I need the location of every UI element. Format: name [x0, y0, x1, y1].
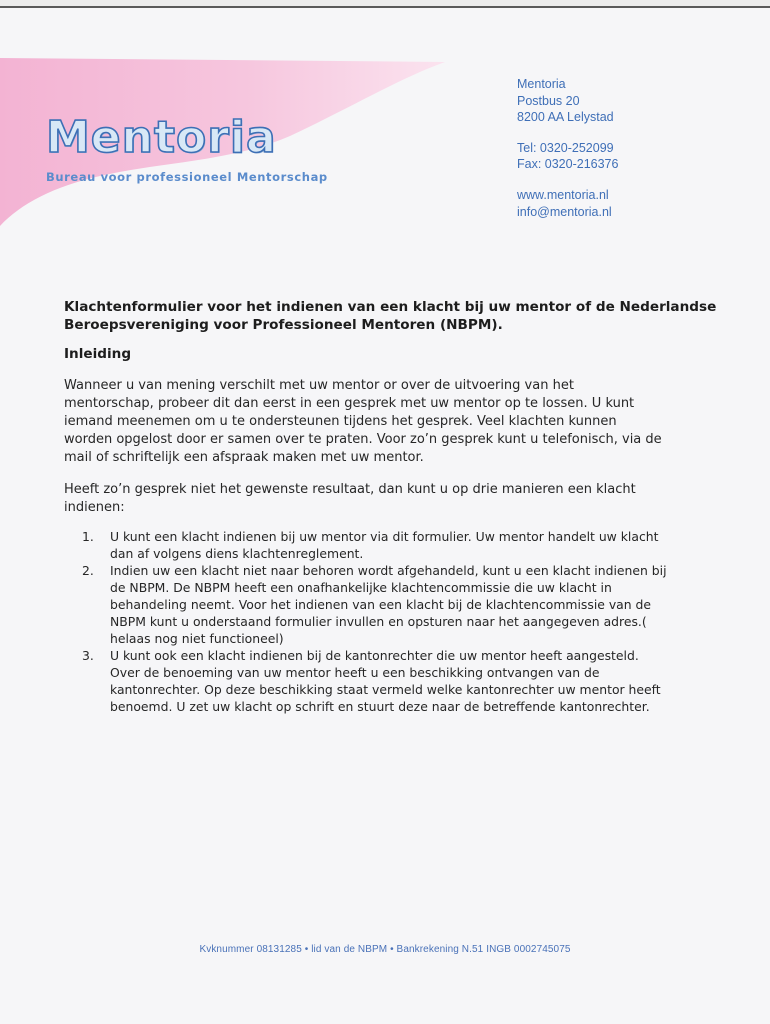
address-block [517, 76, 618, 220]
address-city: 8200 AA Lelystad [517, 110, 614, 125]
list-item [82, 647, 672, 715]
list-item [82, 528, 672, 562]
address-fax: Fax: 0320-216376 [517, 157, 619, 172]
document-title: Klachtenformulier voor het indienen van een klacht bij uw mentor of de Nederlandse Beroepsvereniging voor Professioneel Mentoren (NBPM). [64, 299, 717, 333]
options-paragraph: Heeft zo’n gesprek niet het gewenste resultaat, dan kunt u op drie manieren een klacht indienen: [64, 482, 636, 515]
address-tel: Tel: 0320-252099 [517, 140, 614, 155]
list-item-text: U kunt een klacht indienen bij uw mentor via dit formulier. Uw mentor handelt uw klacht dan af volgens diens klachtenreglement. [110, 529, 659, 561]
address-website: www.mentoria.nl [517, 187, 609, 202]
list-item-number: 3. [82, 648, 94, 663]
complaint-options-list [82, 528, 672, 715]
section-heading: Inleiding [64, 346, 132, 362]
address-name: Mentoria [517, 77, 566, 91]
page-footer: Kvknummer 08131285 • lid van de NBPM • Bankrekening N.51 INGB 0002745075 [199, 944, 571, 955]
list-item-text: Indien uw een klacht niet naar behoren wordt afgehandeld, kunt u een klacht indienen bij de NBPM. De NBPM heeft een onafhankelijke klachtencommissie die uw klacht in behandeling neemt. Voor het indienen van een klacht bij de klachtencommissie van de NBPM kunt u onderstaand formulier invullen en opsturen naar het aangegeven adres.( helaas nog niet functioneel) [110, 563, 667, 646]
logo-tagline: Bureau voor professioneel Mentorschap [46, 170, 328, 184]
address-street: Postbus 20 [517, 93, 580, 108]
logo-wordmark: Mentoria [46, 112, 277, 163]
address-email: info@mentoria.nl [517, 204, 612, 219]
intro-paragraph: Wanneer u van mening verschilt met uw mentor or over de uitvoering van het mentorschap, probeer dit dan eerst in een gesprek met uw mentor op te lossen. U kunt iemand meenemen om u te ondersteunen tijdens het gesprek. Veel klachten kunnen worden opgelost door er samen over te praten. Voor zo’n gesprek kunt u telefonisch, via de mail of schriftelijk een afspraak maken met uw mentor. [64, 378, 662, 465]
list-item-number: 2. [82, 563, 94, 578]
list-item-text: U kunt ook een klacht indienen bij de kantonrechter die uw mentor heeft aangesteld. Over de benoeming van uw mentor heeft u een beschikking ontvangen van de kantonrechter. Op deze beschikking staat vermeld welke kantonrechter uw mentor heeft benoemd. U zet uw klacht op schrift en stuurt deze naar de betreffende kantonrechter. [110, 648, 661, 714]
list-item-number: 1. [82, 529, 94, 544]
scan-edge-line [0, 6, 770, 8]
list-item [82, 562, 672, 647]
